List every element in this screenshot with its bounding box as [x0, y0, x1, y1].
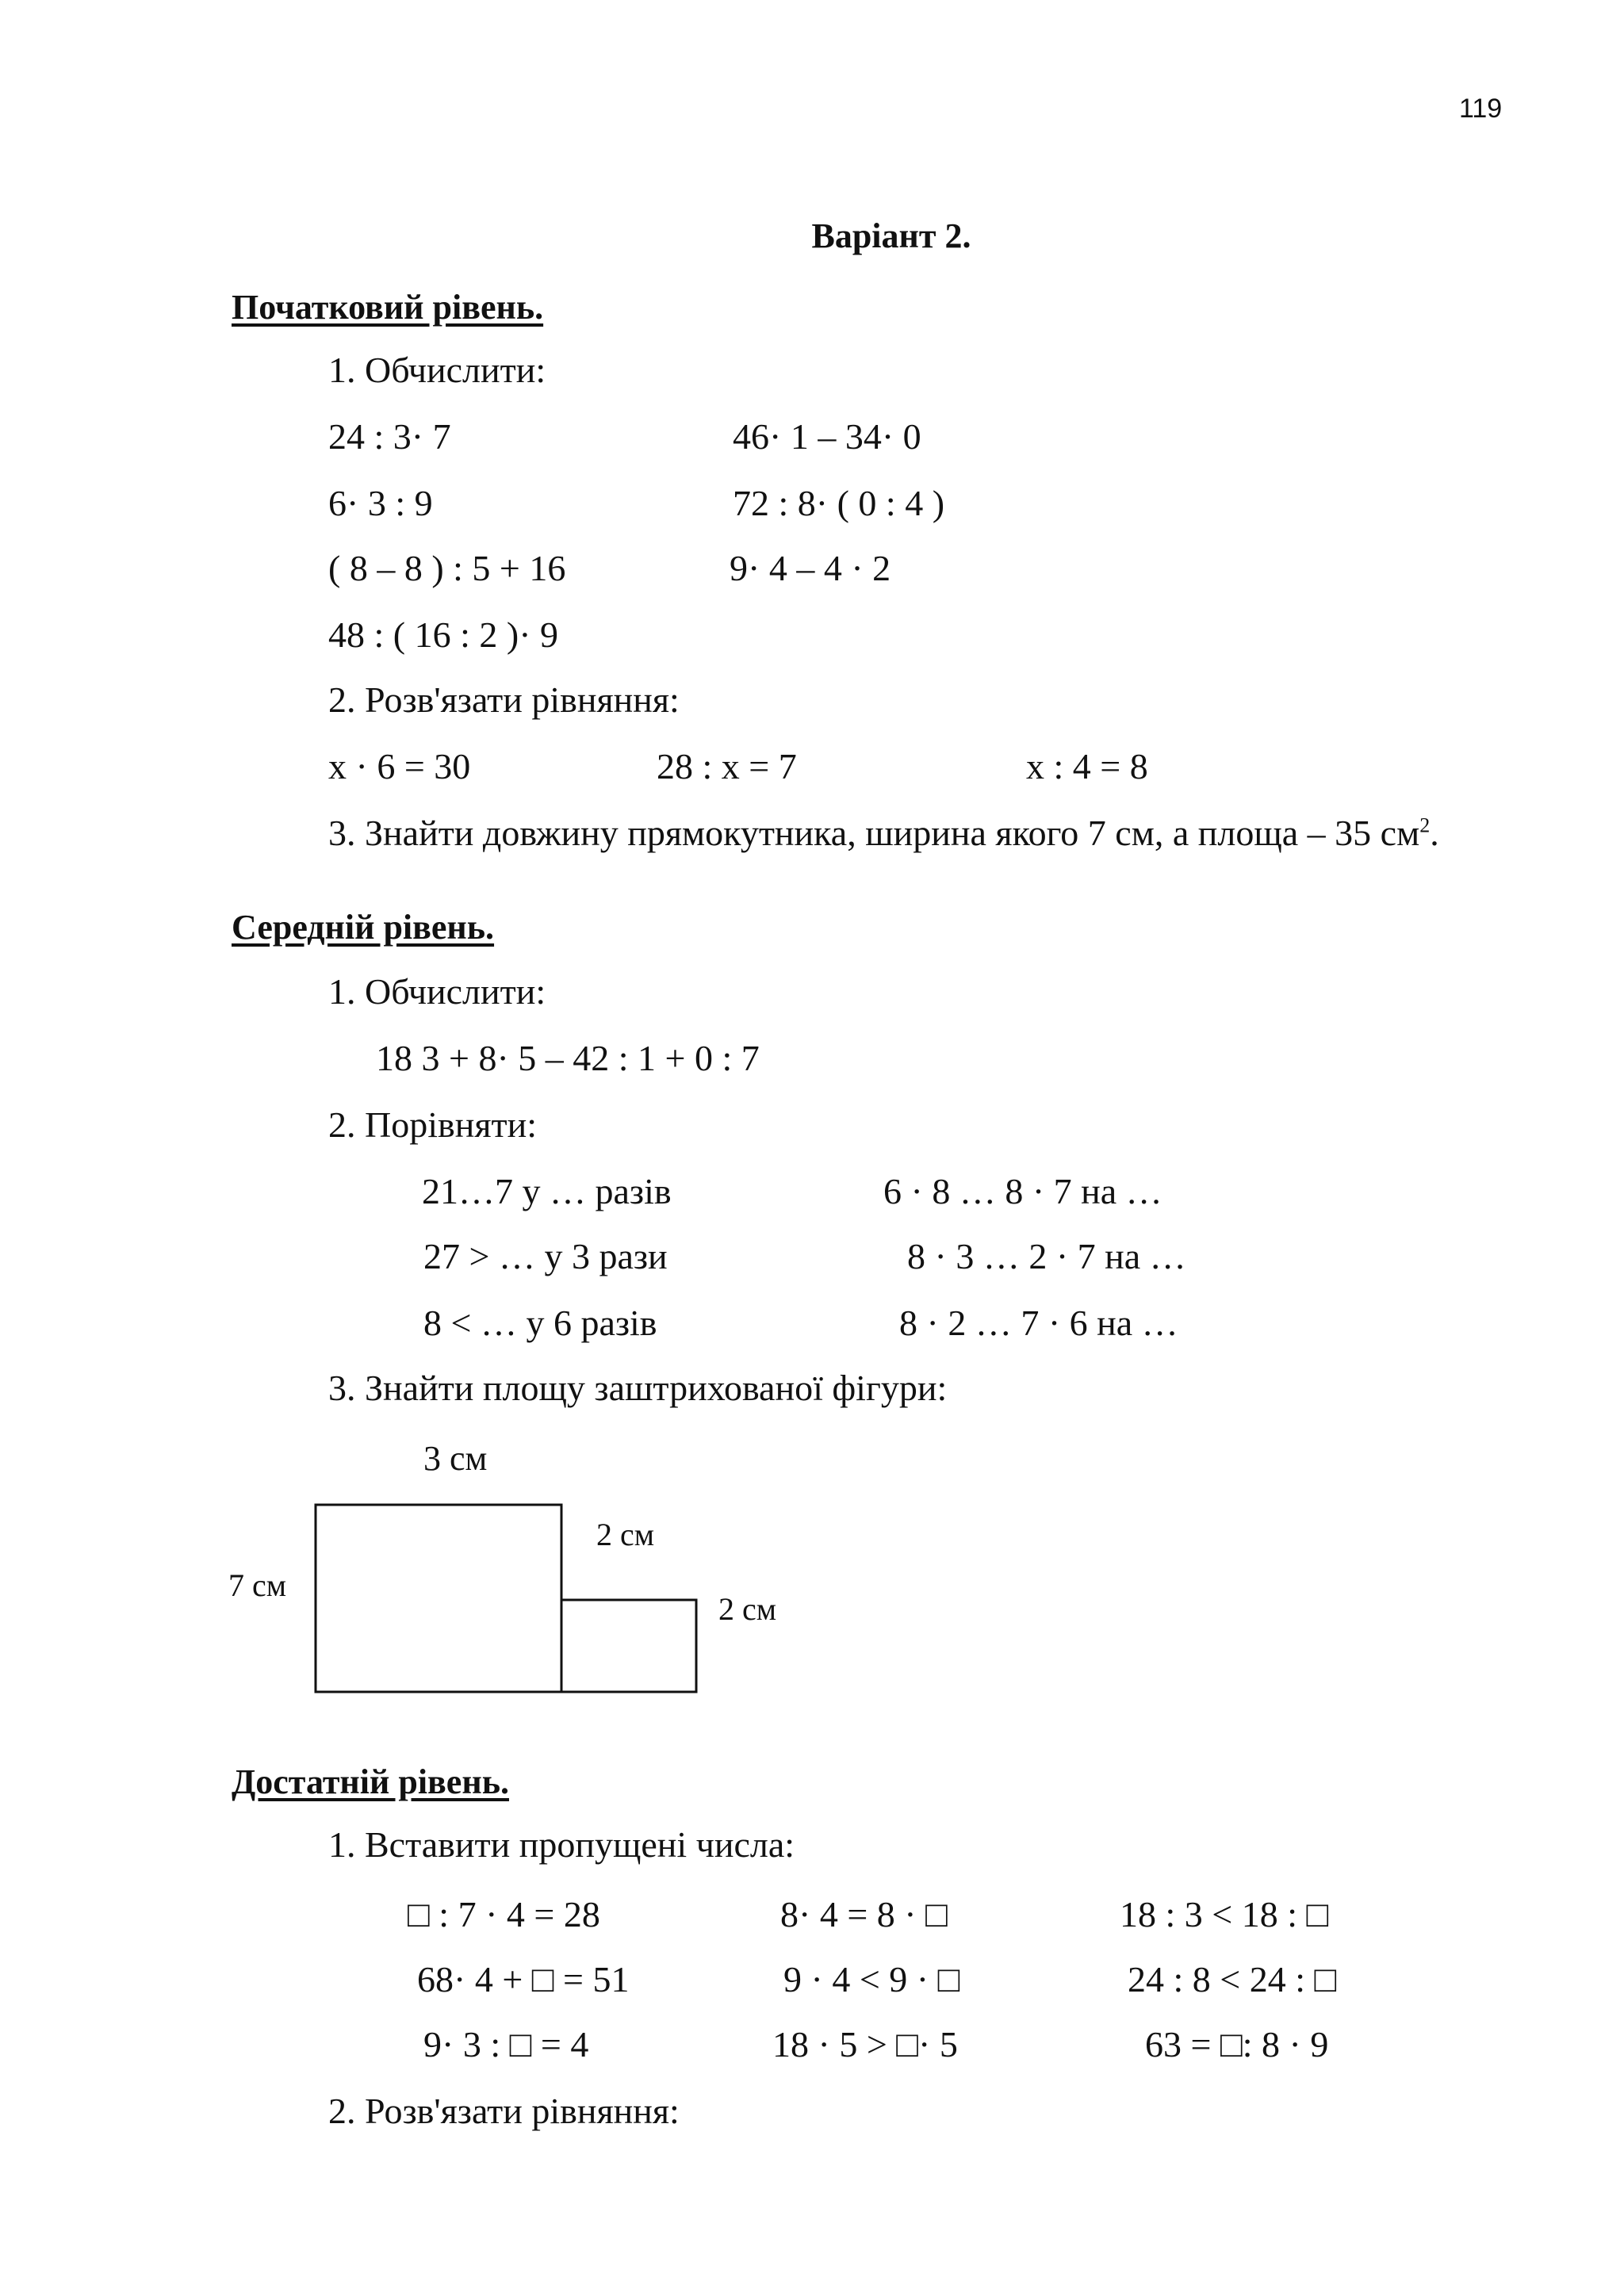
section-heading-middle: Середній рівень. [232, 908, 495, 947]
comparison: 8 · 3 … 2 · 7 на … [907, 1236, 1186, 1276]
task-label: 1. Обчислити: [328, 971, 546, 1012]
task-text-tail: . [1430, 813, 1439, 853]
expression: 9· 4 – 4 · 2 [730, 548, 891, 588]
task-label: 2. Розв'язати рівняння: [328, 679, 680, 720]
expression: 24 : 3· 7 [328, 416, 451, 457]
figure-label-step-right: 2 см [718, 1591, 777, 1627]
section-heading-initial: Початковий рівень. [232, 288, 544, 327]
fill-in-expression: 24 : 8 < 24 : □ [1128, 1959, 1337, 1999]
equation: 28 : х = 7 [657, 746, 797, 786]
equation: х : 4 = 8 [1026, 746, 1148, 786]
equation: х · 6 = 30 [328, 746, 471, 786]
task-label: 1. Обчислити: [328, 350, 546, 390]
fill-in-expression: 68· 4 + □ = 51 [417, 1959, 630, 1999]
fill-in-expression: 9· 3 : □ = 4 [423, 2024, 589, 2064]
fill-in-expression: □ : 7 · 4 = 28 [408, 1894, 600, 1934]
expression: 6· 3 : 9 [328, 483, 433, 523]
task-text-main: 3. Знайти довжину прямокутника, ширина якого 7 см, а площа – 35 см [328, 813, 1420, 853]
figure-label-step-top: 2 см [596, 1517, 655, 1552]
figure-label-top: 3 см [423, 1439, 488, 1478]
task-label: 2. Розв'язати рівняння: [328, 2091, 680, 2131]
task-label: 2. Порівняти: [328, 1104, 537, 1145]
expression: 18 3 + 8· 5 – 42 : 1 + 0 : 7 [376, 1038, 760, 1078]
page-number: 119 [1459, 94, 1503, 124]
comparison: 8 < … у 6 разів [423, 1303, 657, 1343]
fill-in-expression: 18 : 3 < 18 : □ [1120, 1894, 1329, 1934]
comparison: 21…7 у … разів [422, 1171, 672, 1211]
comparison: 6 · 8 … 8 · 7 на … [883, 1171, 1162, 1211]
figure-small-rectangle [561, 1600, 696, 1692]
expression: 72 : 8· ( 0 : 4 ) [733, 483, 945, 523]
task-label: 3. Знайти площу заштрихованої фігури: [328, 1368, 948, 1408]
fill-in-expression: 8· 4 = 8 · □ [780, 1894, 948, 1934]
comparison: 8 · 2 … 7 · 6 на … [899, 1303, 1178, 1343]
figure-label-left: 7 см [228, 1567, 287, 1603]
expression: 46· 1 – 34· 0 [733, 416, 921, 457]
page-title: Варіант 2. [811, 216, 971, 255]
superscript: 2 [1419, 813, 1431, 837]
comparison: 27 > … у 3 рази [423, 1236, 668, 1276]
expression: 48 : ( 16 : 2 )· 9 [328, 614, 559, 655]
task-label: 1. Вставити пропущені числа: [328, 1824, 795, 1865]
section-heading-sufficient: Достатній рівень. [232, 1762, 509, 1801]
expression: ( 8 – 8 ) : 5 + 16 [328, 548, 566, 588]
fill-in-expression: 9 · 4 < 9 · □ [783, 1959, 960, 1999]
figure-large-rectangle [316, 1505, 561, 1692]
fill-in-expression: 63 = □: 8 · 9 [1145, 2024, 1329, 2064]
fill-in-expression: 18 · 5 > □· 5 [772, 2024, 958, 2064]
